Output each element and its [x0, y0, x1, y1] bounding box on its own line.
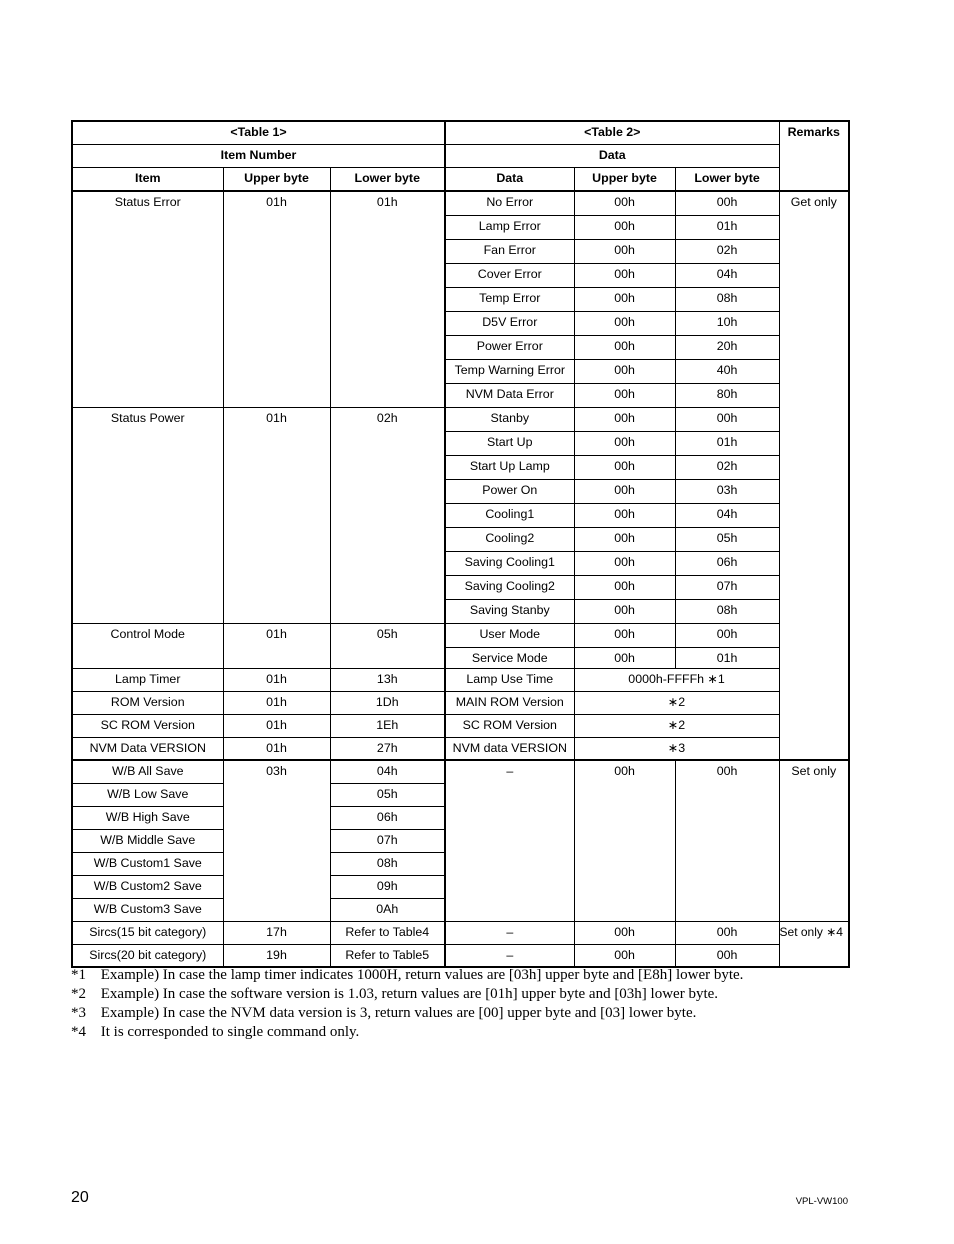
item-cell: Sircs(15 bit category)	[72, 921, 223, 944]
upper-byte-cell: 17h	[223, 921, 330, 944]
data-lower-byte-cell: 02h	[675, 239, 779, 263]
data-lower-byte-cell: 08h	[675, 287, 779, 311]
data-cell: –	[445, 921, 574, 944]
data-lower-byte-cell: 03h	[675, 479, 779, 503]
table-row	[72, 921, 849, 944]
data-lower-byte-column-header: Lower byte	[675, 168, 779, 192]
data-cell: Service Mode	[445, 647, 574, 668]
upper-byte-cell: 01h	[223, 668, 330, 691]
upper-byte-column-header: Upper byte	[223, 168, 330, 192]
data-upper-byte-cell: 00h	[574, 599, 675, 623]
lower-byte-cell: 07h	[330, 829, 445, 852]
item-cell: W/B Custom1 Save	[72, 852, 223, 875]
lower-byte-cell: 13h	[330, 668, 445, 691]
item-cell: Lamp Timer	[72, 668, 223, 691]
lower-byte-cell: 05h	[330, 623, 445, 668]
data-upper-byte-cell: 00h	[574, 575, 675, 599]
data-upper-byte-cell: 00h	[574, 407, 675, 431]
footnote	[71, 966, 743, 985]
item-cell: Status Power	[72, 407, 223, 623]
data-upper-byte-cell: 00h	[574, 383, 675, 407]
lower-byte-cell: 06h	[330, 806, 445, 829]
data-upper-byte-cell: 00h	[574, 944, 675, 967]
data-cell: Stanby	[445, 407, 574, 431]
data-lower-byte-cell: 05h	[675, 527, 779, 551]
data-cell: D5V Error	[445, 311, 574, 335]
data-upper-byte-cell: 00h	[574, 760, 675, 921]
data-header: Data	[445, 145, 779, 168]
data-lower-byte-cell: 01h	[675, 431, 779, 455]
data-upper-byte-cell: 00h	[574, 359, 675, 383]
data-upper-byte-cell: 00h	[574, 551, 675, 575]
model-name: VPL-VW100	[795, 1196, 848, 1207]
upper-byte-cell: 01h	[223, 407, 330, 623]
footnote	[71, 1004, 743, 1023]
data-upper-byte-cell: 00h	[574, 479, 675, 503]
data-upper-byte-cell: 00h	[574, 921, 675, 944]
data-cell: Saving Cooling1	[445, 551, 574, 575]
data-lower-byte-cell: 00h	[675, 944, 779, 967]
data-cell: NVM Data Error	[445, 383, 574, 407]
upper-byte-cell: 01h	[223, 714, 330, 737]
lower-byte-cell: 1Dh	[330, 691, 445, 714]
data-cell: Saving Cooling2	[445, 575, 574, 599]
table-row	[72, 668, 849, 691]
data-upper-byte-cell: 00h	[574, 527, 675, 551]
remarks-header: Remarks	[779, 121, 849, 191]
item-cell: W/B Custom2 Save	[72, 875, 223, 898]
footnote-mark: *3	[71, 1005, 86, 1021]
data-upper-byte-cell: 00h	[574, 455, 675, 479]
item-cell: W/B All Save	[72, 760, 223, 783]
data-lower-byte-cell: 01h	[675, 215, 779, 239]
table-row	[72, 623, 849, 647]
lower-byte-cell: 02h	[330, 407, 445, 623]
data-upper-byte-cell: 00h	[574, 215, 675, 239]
data-lower-byte-cell: 04h	[675, 503, 779, 527]
footnote-text: Example) In case the lamp timer indicates 1000H, return values are [03h] upper byte and [E8h] lower byte.	[100, 967, 744, 983]
data-column-header: Data	[445, 168, 574, 192]
data-upper-byte-cell: 00h	[574, 431, 675, 455]
table1-header: <Table 1>	[72, 121, 445, 145]
data-lower-byte-cell: 06h	[675, 551, 779, 575]
data-cell: NVM data VERSION	[445, 737, 574, 760]
footnote-mark: *4	[71, 1024, 86, 1040]
data-lower-byte-cell: 00h	[675, 191, 779, 215]
data-lower-byte-cell: 07h	[675, 575, 779, 599]
data-upper-byte-cell: 00h	[574, 335, 675, 359]
lower-byte-column-header: Lower byte	[330, 168, 445, 192]
table-row	[72, 191, 849, 215]
item-cell: W/B Middle Save	[72, 829, 223, 852]
footnote-mark: *2	[71, 986, 86, 1002]
upper-byte-cell: 03h	[223, 760, 330, 921]
table-row	[72, 407, 849, 431]
data-cell: Start Up	[445, 431, 574, 455]
item-cell: W/B Low Save	[72, 783, 223, 806]
footnote-text: Example) In case the software version is 1.03, return values are [01h] upper byte and [03h] lower byte.	[100, 986, 719, 1002]
remarks-cell: Get only	[779, 191, 849, 760]
remarks-cell: Set only ∗4	[779, 921, 849, 967]
table-row	[72, 691, 849, 714]
data-upper-byte-cell: 00h	[574, 623, 675, 647]
item-cell: NVM Data VERSION	[72, 737, 223, 760]
lower-byte-cell: 01h	[330, 191, 445, 407]
data-cell: Start Up Lamp	[445, 455, 574, 479]
data-cell: User Mode	[445, 623, 574, 647]
lower-byte-cell: 05h	[330, 783, 445, 806]
data-cell: No Error	[445, 191, 574, 215]
data-lower-byte-cell: 00h	[675, 760, 779, 921]
data-cell: Cooling1	[445, 503, 574, 527]
page-number: 20	[71, 1189, 89, 1206]
table2-header: <Table 2>	[445, 121, 779, 145]
upper-byte-cell: 01h	[223, 691, 330, 714]
footnote	[71, 985, 743, 1004]
table-row	[72, 714, 849, 737]
lower-byte-cell: 04h	[330, 760, 445, 783]
lower-byte-cell: 08h	[330, 852, 445, 875]
data-upper-byte-cell: 00h	[574, 647, 675, 668]
lower-byte-cell: 1Eh	[330, 714, 445, 737]
data-lower-byte-cell: 10h	[675, 311, 779, 335]
footnote-text: Example) In case the NVM data version is 3, return values are [00] upper byte and [03] lower byte.	[100, 1005, 697, 1021]
item-column-header: Item	[72, 168, 223, 192]
data-upper-byte-cell: 00h	[574, 239, 675, 263]
table-row	[72, 760, 849, 783]
data-cell: Temp Warning Error	[445, 359, 574, 383]
data-cell: Lamp Error	[445, 215, 574, 239]
lower-byte-cell: 27h	[330, 737, 445, 760]
lower-byte-cell: 09h	[330, 875, 445, 898]
data-cell: Cover Error	[445, 263, 574, 287]
upper-byte-cell: 01h	[223, 623, 330, 668]
data-cell: Cooling2	[445, 527, 574, 551]
data-cell: Temp Error	[445, 287, 574, 311]
data-cell: SC ROM Version	[445, 714, 574, 737]
lower-byte-cell: Refer to Table5	[330, 944, 445, 967]
item-cell: W/B High Save	[72, 806, 223, 829]
data-cell: Lamp Use Time	[445, 668, 574, 691]
item-cell: ROM Version	[72, 691, 223, 714]
data-lower-byte-cell: 01h	[675, 647, 779, 668]
data-upper-byte-cell: 00h	[574, 503, 675, 527]
data-upper-byte-column-header: Upper byte	[574, 168, 675, 192]
data-lower-byte-cell: 40h	[675, 359, 779, 383]
upper-byte-cell: 01h	[223, 191, 330, 407]
item-cell: Sircs(20 bit category)	[72, 944, 223, 967]
table-row	[72, 944, 849, 967]
item-cell: W/B Custom3 Save	[72, 898, 223, 921]
lower-byte-cell: 0Ah	[330, 898, 445, 921]
data-lower-byte-cell: 08h	[675, 599, 779, 623]
data-upper-byte-cell: 00h	[574, 311, 675, 335]
item-cell: Status Error	[72, 191, 223, 407]
data-lower-byte-cell: 04h	[675, 263, 779, 287]
lower-byte-cell: Refer to Table4	[330, 921, 445, 944]
data-lower-byte-cell: 80h	[675, 383, 779, 407]
data-cell: Fan Error	[445, 239, 574, 263]
data-lower-byte-cell: 20h	[675, 335, 779, 359]
item-number-header: Item Number	[72, 145, 445, 168]
item-cell: Control Mode	[72, 623, 223, 668]
command-table	[71, 120, 850, 968]
data-cell: Power On	[445, 479, 574, 503]
footnote	[71, 1023, 743, 1042]
data-upper-byte-cell: 00h	[574, 287, 675, 311]
data-lower-byte-cell: 00h	[675, 921, 779, 944]
data-upper-byte-cell: 00h	[574, 263, 675, 287]
data-value-cell: ∗2	[574, 714, 779, 737]
upper-byte-cell: 01h	[223, 737, 330, 760]
data-cell: MAIN ROM Version	[445, 691, 574, 714]
footnote-mark: *1	[71, 967, 86, 983]
data-value-cell: ∗2	[574, 691, 779, 714]
footnote-text: It is corresponded to single command only.	[100, 1024, 360, 1040]
data-upper-byte-cell: 00h	[574, 191, 675, 215]
data-cell: –	[445, 944, 574, 967]
footnotes	[71, 966, 743, 1042]
item-cell: SC ROM Version	[72, 714, 223, 737]
data-cell: Power Error	[445, 335, 574, 359]
data-cell: Saving Stanby	[445, 599, 574, 623]
data-lower-byte-cell: 00h	[675, 623, 779, 647]
data-cell: –	[445, 760, 574, 921]
data-value-cell: 0000h-FFFFh ∗1	[574, 668, 779, 691]
upper-byte-cell: 19h	[223, 944, 330, 967]
data-value-cell: ∗3	[574, 737, 779, 760]
remarks-cell: Set only	[779, 760, 849, 921]
table-row	[72, 737, 849, 760]
data-lower-byte-cell: 00h	[675, 407, 779, 431]
data-lower-byte-cell: 02h	[675, 455, 779, 479]
